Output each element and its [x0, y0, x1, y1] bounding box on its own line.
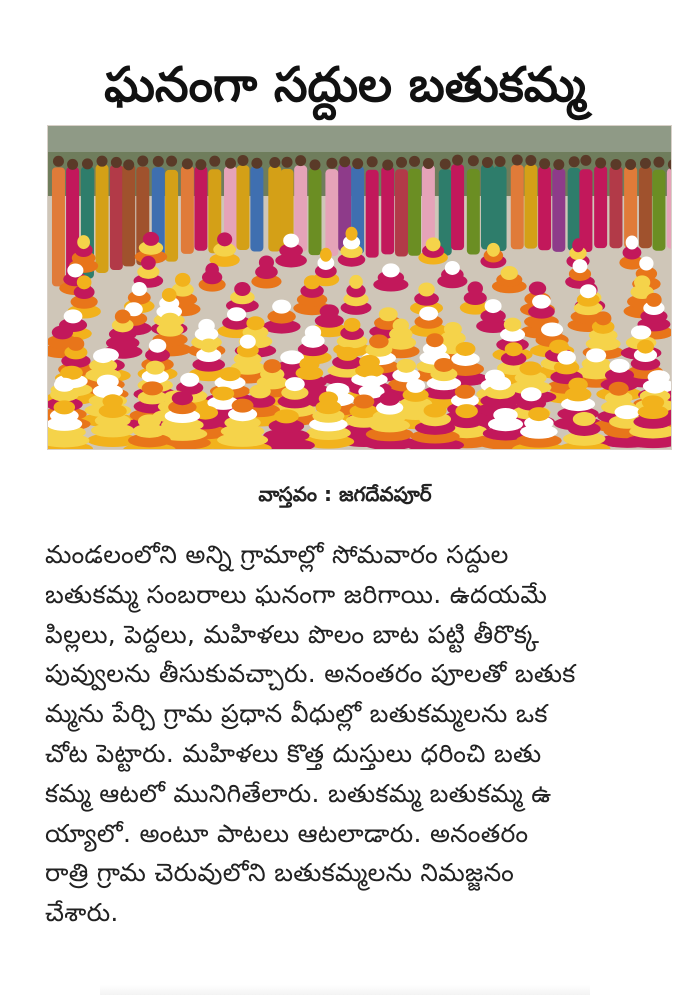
article-headline: ఘనంగా సద్దుల బతుకమ్మ	[104, 57, 586, 114]
article-byline: వాస్తవం : జగదేవపూర్	[258, 482, 432, 506]
body-line: కమ్మ ఆటలో మునిగితేలారు. బతుకమ్మ బతుకమ్మ ఉ	[45, 778, 552, 808]
body-line: చోట పెట్టారు. మహిళలు కొత్త దుస్తులు ధరించి బతు	[45, 738, 542, 768]
body-line: రాత్రి గ్రామ చెరువులోని బతుకమ్మలను నిమజ్జనం	[45, 858, 515, 888]
body-line: పిల్లలు, పెద్దలు, మహిళలు పొలం బాట పట్టి తీరొక్క	[45, 619, 540, 649]
page-bottom-edge	[100, 985, 590, 995]
body-line: మండలంలోని అన్ని గ్రామాల్లో సోమవారం సద్దుల	[45, 540, 509, 569]
bathukamma-photo	[47, 125, 672, 450]
body-line: మ్మను పేర్చి గ్రామ ప్రధాన వీధుల్లో బతుకమ్మలను ఒక	[45, 699, 548, 729]
article-body	[45, 535, 665, 933]
body-line: బతుకమ్మ సంబరాలు ఘనంగా జరిగాయి. ఉదయమే	[45, 579, 548, 609]
body-line: పువ్వులను తీసుకువచ్చారు. అనంతరం పూలతో బతుక	[45, 659, 576, 689]
body-line: య్యాలో. అంటూ పాటలు ఆటలాడారు. అనంతరం	[45, 818, 529, 848]
body-line: చేశారు.	[45, 898, 119, 928]
